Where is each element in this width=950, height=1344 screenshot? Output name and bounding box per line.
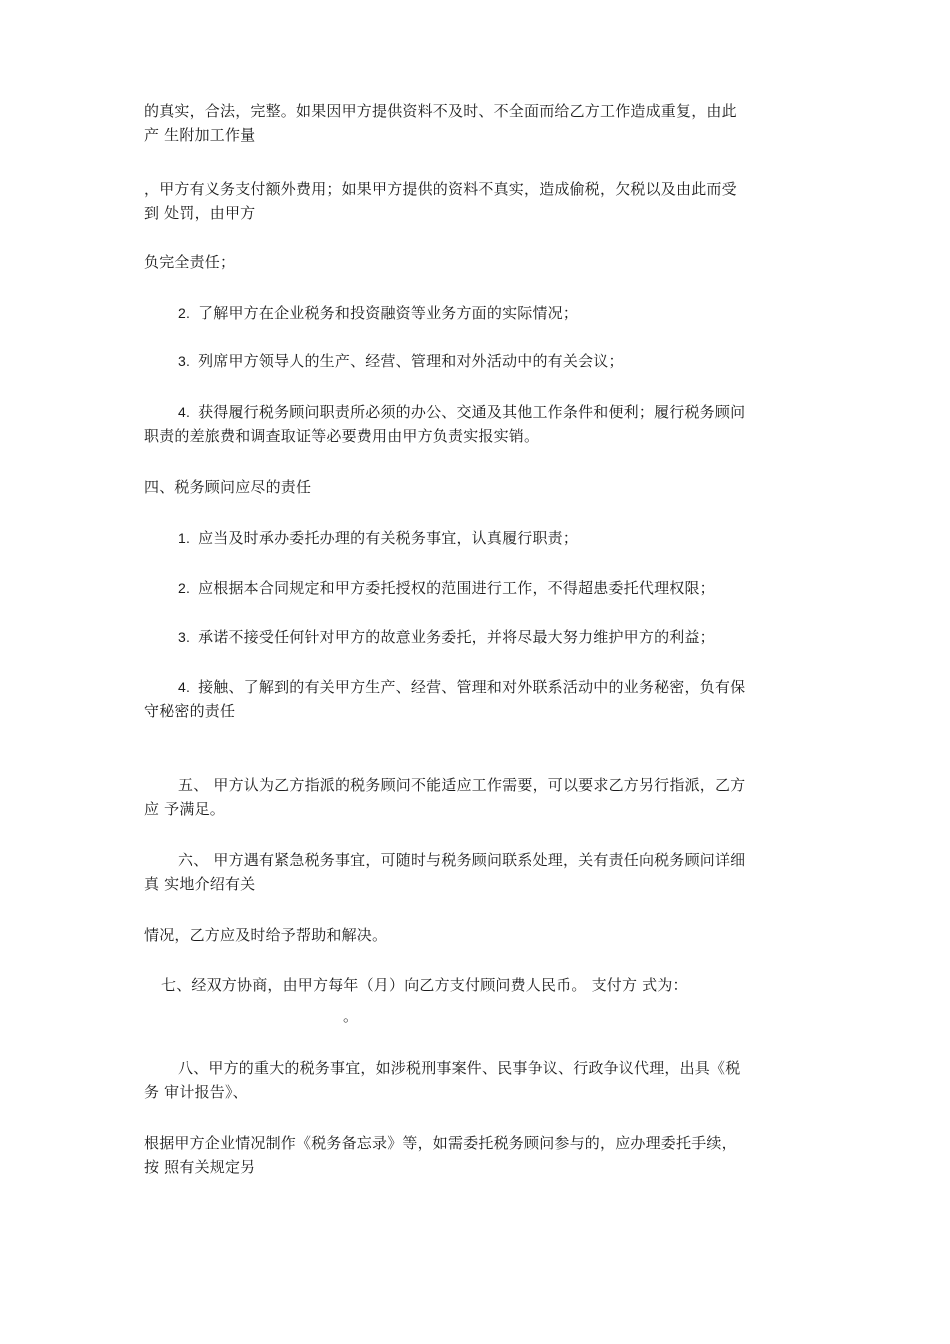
section-6-line-2: 真 实地介绍有关 xyxy=(144,875,256,893)
list-item-2 xyxy=(178,303,578,323)
section-7-line-1: 七、经双方协商，由甲方每年（月）向乙方支付顾问费人民币。 支付方 式为： xyxy=(161,976,688,994)
text-line-4: 到 处罚，由甲方 xyxy=(144,204,256,222)
section-8-line-3: 根据甲方企业情况制作《税务备忘录》等，如需委托税务顾问参与的，应办理委托手续， xyxy=(144,1134,737,1152)
text-line-9: 职责的差旅费和调查取证等必要费用由甲方负责实报实销。 xyxy=(144,427,540,445)
list-text: 获得履行税务顾问职责所必须的办公、交通及其他工作条件和便利；履行税务顾问 xyxy=(198,403,746,421)
list-text: 了解甲方在企业税务和投资融资等业务方面的实际情况； xyxy=(198,304,579,322)
list-text: 应当及时承办委托办理的有关税务事宜，认真履行职责； xyxy=(198,529,579,547)
list-number: 3. xyxy=(178,353,191,369)
list-item-3 xyxy=(178,351,624,371)
text-line-15: 守秘密的责任 xyxy=(144,702,236,720)
duty-item-4 xyxy=(178,677,745,697)
text-line-3: ，甲方有义务支付额外费用；如果甲方提供的资料不真实，造成偷税，欠税以及由此而受 xyxy=(144,180,737,198)
duty-item-1 xyxy=(178,528,578,548)
text-line-2: 产 生附加工作量 xyxy=(144,126,256,144)
list-number: 2. xyxy=(178,580,191,596)
section-8-line-4: 按 照有关规定另 xyxy=(144,1158,256,1176)
section-8-line-1: 八、甲方的重大的税务事宜，如涉税刑事案件、民事争议、行政争议代理，出具《税 xyxy=(178,1059,741,1077)
text-line-5: 负完全责任； xyxy=(144,253,236,271)
section-6-line-1: 六、 甲方遇有紧急税务事宜，可随时与税务顾问联系处理，关有责任向税务顾问详细 xyxy=(178,851,746,869)
section-7-period: 。 xyxy=(343,1007,359,1025)
section-8-line-2: 务 审计报告》、 xyxy=(144,1083,248,1101)
text-line-1: 的真实，合法，完整。如果因甲方提供资料不及时、不全面而给乙方工作造成重复，由此 xyxy=(144,102,737,120)
list-text: 应根据本合同规定和甲方委托授权的范围进行工作，不得超患委托代理权限； xyxy=(198,579,715,597)
list-number: 4. xyxy=(178,679,191,695)
list-number: 4. xyxy=(178,404,191,420)
list-number: 3. xyxy=(178,629,191,645)
list-item-4 xyxy=(178,402,745,422)
list-number: 2. xyxy=(178,305,191,321)
list-text: 列席甲方领导人的生产、经营、管理和对外活动中的有关会议； xyxy=(198,352,624,370)
list-number: 1. xyxy=(178,530,191,546)
list-text: 承诺不接受任何针对甲方的故意业务委托，并将尽最大努力维护甲方的利益； xyxy=(198,628,715,646)
duty-item-3 xyxy=(178,627,715,647)
list-text: 接触、了解到的有关甲方生产、经营、管理和对外联系活动中的业务秘密，负有保 xyxy=(198,678,746,696)
section-heading-4: 四、税务顾问应尽的责任 xyxy=(144,478,312,496)
section-5-line-1: 五、 甲方认为乙方指派的税务顾问不能适应工作需要，可以要求乙方另行指派，乙方 xyxy=(178,776,746,794)
section-6-line-3: 情况，乙方应及时给予帮助和解决。 xyxy=(144,926,388,944)
duty-item-2 xyxy=(178,578,715,598)
section-5-line-2: 应 予满足。 xyxy=(144,800,225,818)
